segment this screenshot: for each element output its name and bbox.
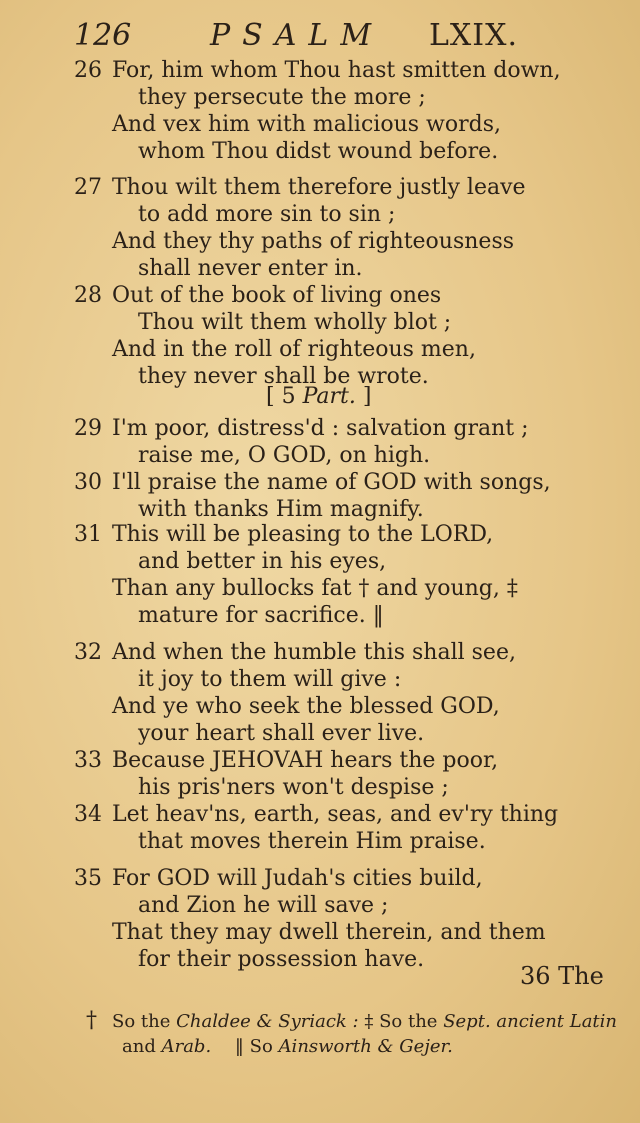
verse-line: Let heav'ns, earth, seas, and ev'ry thing — [112, 802, 559, 827]
verse-line: Thou wilt them wholly blot ; — [138, 310, 452, 335]
verse-line: And they thy paths of righteousness — [112, 229, 515, 254]
footnote-line-2 — [122, 1036, 453, 1057]
verse-line: your heart shall ever live. — [138, 721, 425, 746]
verse-line: for their possession have. — [138, 947, 425, 972]
running-title: PSALM — [210, 18, 384, 53]
footnote-text: So the — [379, 1011, 438, 1032]
verse-line: For, him whom Thou hast smitten down, — [112, 58, 561, 83]
verse-line: they never shall be wrote. — [138, 364, 429, 389]
psalm-numeral: LXIX. — [429, 18, 519, 53]
verse-line: his pris'ners won't despise ; — [138, 775, 449, 800]
footnote-source: Arab. — [161, 1036, 212, 1057]
footnote-text: So — [249, 1036, 273, 1057]
verse-number: 33 — [74, 748, 102, 773]
verse-line: to add more sin to sin ; — [138, 202, 396, 227]
verse-line: That they may dwell therein, and them — [112, 920, 546, 945]
verse-line: whom Thou didst wound before. — [138, 139, 499, 164]
verse-number: 30 — [74, 470, 102, 495]
part-label: Part. — [302, 384, 356, 409]
verse-number: 26 — [74, 58, 102, 83]
footnote-text: So the — [112, 1011, 171, 1032]
verse-line: raise me, O GOD, on high. — [138, 443, 431, 468]
catchword: 36 The — [520, 962, 604, 990]
verse-number: 29 — [74, 416, 102, 441]
verse-line: that moves therein Him praise. — [138, 829, 486, 854]
verse-line: Out of the book of living ones — [112, 283, 442, 308]
verse-line: and Zion he will save ; — [138, 893, 389, 918]
footnote-line-1 — [112, 1011, 617, 1032]
verse-line: Thou wilt them therefore justly leave — [112, 175, 526, 200]
verse-number: 27 — [74, 175, 102, 200]
verse-number: 31 — [74, 522, 102, 547]
parallel-mark: ‖ — [234, 1036, 244, 1057]
part-close: ] — [362, 384, 372, 409]
page-number: 126 — [74, 18, 132, 53]
part-marker — [266, 384, 371, 409]
verse-line: I'll praise the name of GOD with songs, — [112, 470, 551, 495]
verse-line: For GOD will Judah's cities build, — [112, 866, 483, 891]
verse-line: Than any bullocks fat † and young, ‡ — [112, 576, 518, 601]
verse-line: I'm poor, distress'd : salvation grant ; — [112, 416, 529, 441]
verse-number: 35 — [74, 866, 102, 891]
footnote-source: Ainsworth & Gejer. — [278, 1036, 453, 1057]
part-open: [ 5 — [266, 384, 296, 409]
verse-line: shall never enter in. — [138, 256, 363, 281]
verse-line: and better in his eyes, — [138, 549, 387, 574]
verse-line: with thanks Him magnify. — [138, 497, 424, 522]
dagger-mark: † — [86, 1008, 97, 1033]
double-dagger-mark: ‡ — [364, 1011, 374, 1032]
footnote-source: Chaldee & Syriack : — [176, 1011, 359, 1032]
verse-line: And ye who seek the blessed GOD, — [112, 694, 500, 719]
verse-line: This will be pleasing to the LORD, — [112, 522, 494, 547]
verse-line: they persecute the more ; — [138, 85, 426, 110]
verse-line: it joy to them will give : — [138, 667, 402, 692]
page-header — [74, 16, 524, 52]
verse-number: 28 — [74, 283, 102, 308]
verse-line: Because JEHOVAH hears the poor, — [112, 748, 499, 773]
verse-line: mature for sacrifice. ‖ — [138, 603, 384, 628]
footnote-source: Sept. ancient Latin — [443, 1011, 618, 1032]
verse-line: And vex him with malicious words, — [112, 112, 501, 137]
verse-number: 32 — [74, 640, 102, 665]
verse-line: And when the humble this shall see, — [112, 640, 516, 665]
footnote-text: and — [122, 1036, 156, 1057]
verse-number: 34 — [74, 802, 102, 827]
verse-line: And in the roll of righteous men, — [112, 337, 476, 362]
